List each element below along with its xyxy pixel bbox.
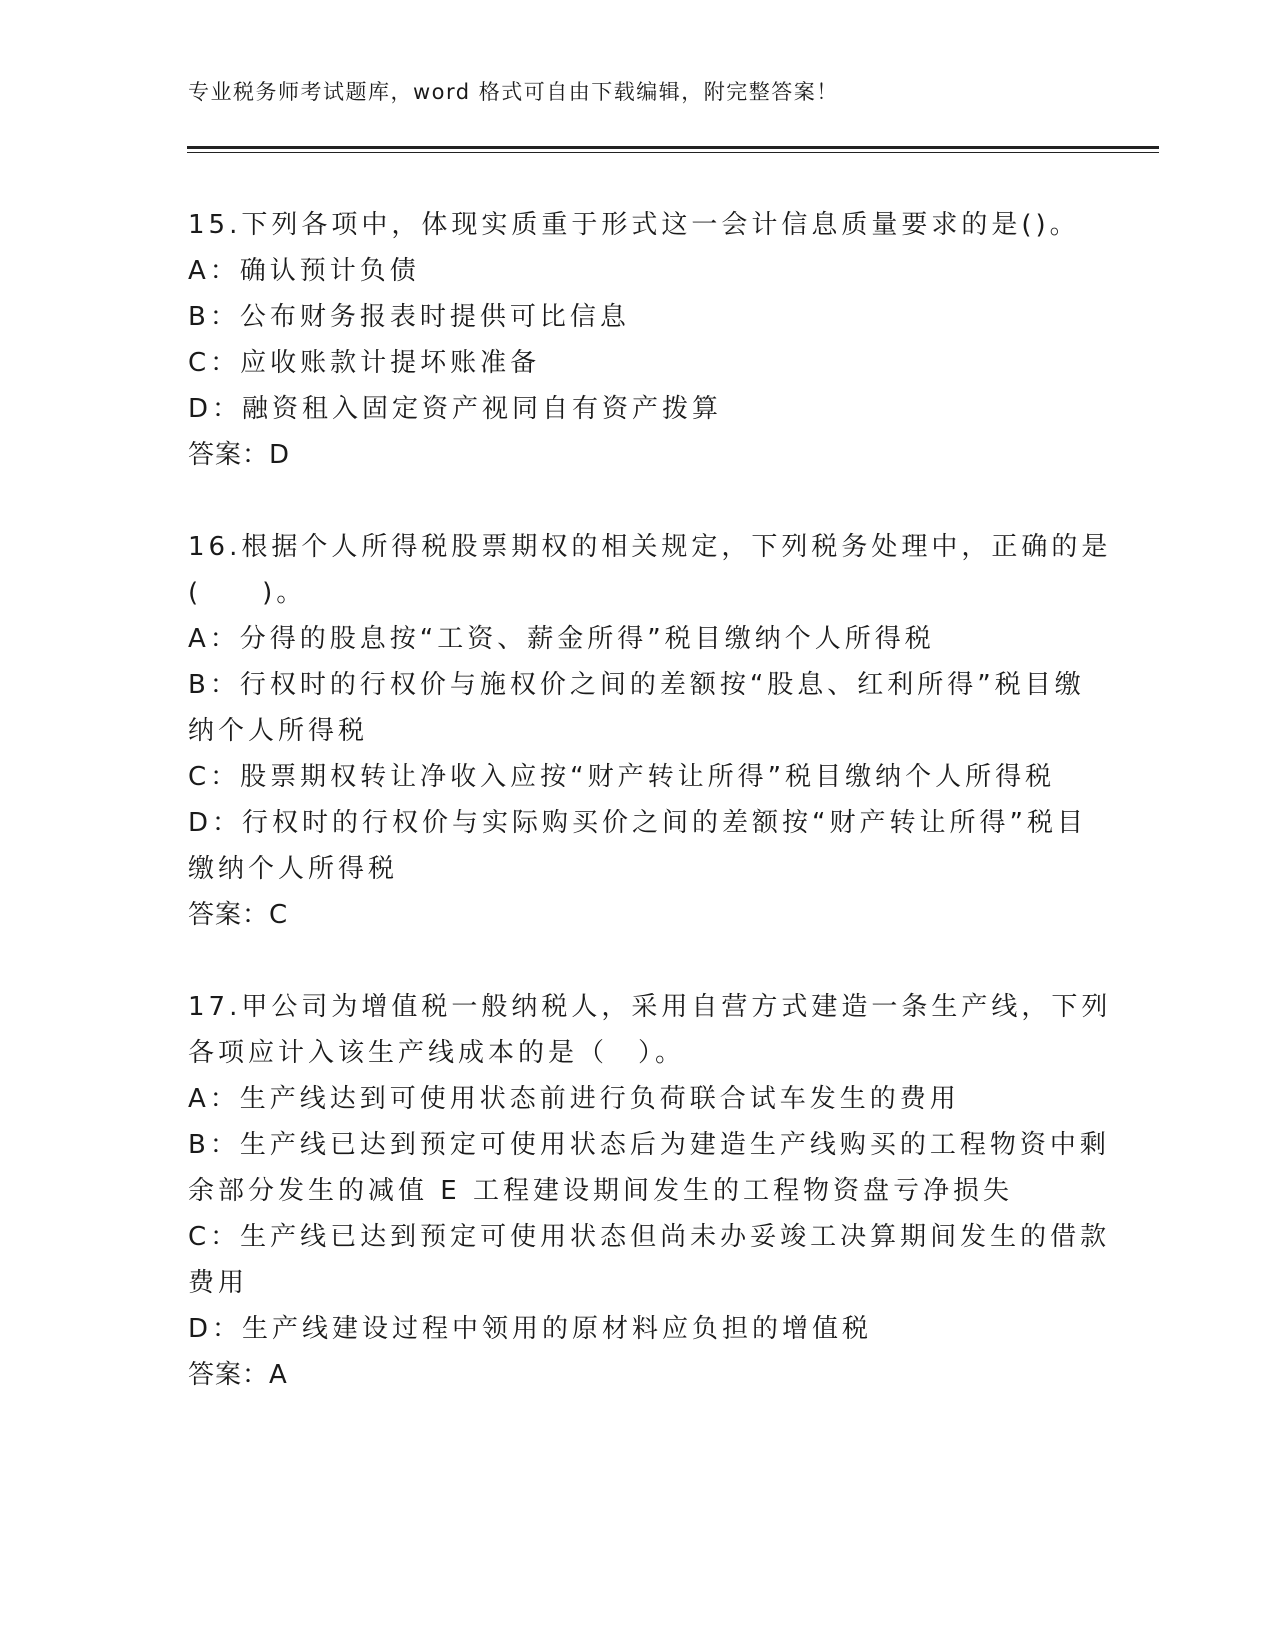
option-b-continued: 余部分发生的减值 E 工程建设期间发生的工程物资盘亏净损失 — [188, 1176, 1013, 1206]
option-a: A：生产线达到可使用状态前进行负荷联合试车发生的费用 — [188, 1084, 960, 1114]
question-text: 17.甲公司为增值税一般纳税人，采用自营方式建造一条生产线，下列 — [188, 992, 1112, 1022]
option-c-continued: 费用 — [188, 1268, 249, 1298]
option-c: C：股票期权转让净收入应按“财产转让所得”税目缴纳个人所得税 — [188, 762, 1056, 792]
question-list — [188, 202, 1112, 1444]
answer: 答案：A — [188, 1360, 288, 1390]
option-b-continued: 纳个人所得税 — [188, 716, 369, 746]
question-text-continued: 各项应计入该生产线成本的是（ ）。 — [188, 1038, 686, 1068]
option-a: A：确认预计负债 — [188, 256, 420, 286]
option-b: B：生产线已达到预定可使用状态后为建造生产线购买的工程物资中剩 — [188, 1130, 1110, 1160]
option-b: B：行权时的行权价与施权价之间的差额按“股息、红利所得”税目缴 — [188, 670, 1085, 700]
question-text: 15.下列各项中，体现实质重于形式这一会计信息质量要求的是()。 — [188, 210, 1080, 240]
question-15 — [188, 202, 1088, 478]
page-header: 专业税务师考试题库，word 格式可自由下载编辑，附完整答案！ — [188, 80, 839, 104]
option-d-continued: 缴纳个人所得税 — [188, 854, 399, 884]
option-c: C：生产线已达到预定可使用状态但尚未办妥竣工决算期间发生的借款 — [188, 1222, 1111, 1252]
question-text-continued: ( )。 — [188, 578, 307, 608]
option-a: A：分得的股息按“工资、薪金所得”税目缴纳个人所得税 — [188, 624, 935, 654]
option-d: D：行权时的行权价与实际购买价之间的差额按“财产转让所得”税目 — [188, 808, 1087, 838]
option-b: B：公布财务报表时提供可比信息 — [188, 302, 630, 332]
header-divider — [187, 146, 1159, 153]
option-d: D：生产线建设过程中领用的原材料应负担的增值税 — [188, 1314, 873, 1344]
answer: 答案：D — [188, 440, 291, 470]
answer: 答案：C — [188, 900, 289, 930]
question-17 — [188, 984, 1112, 1398]
option-d: D：融资租入固定资产视同自有资产拨算 — [188, 394, 723, 424]
question-16 — [188, 524, 1112, 938]
option-c: C：应收账款计提坏账准备 — [188, 348, 541, 378]
question-text: 16.根据个人所得税股票期权的相关规定，下列税务处理中，正确的是 — [188, 532, 1112, 562]
